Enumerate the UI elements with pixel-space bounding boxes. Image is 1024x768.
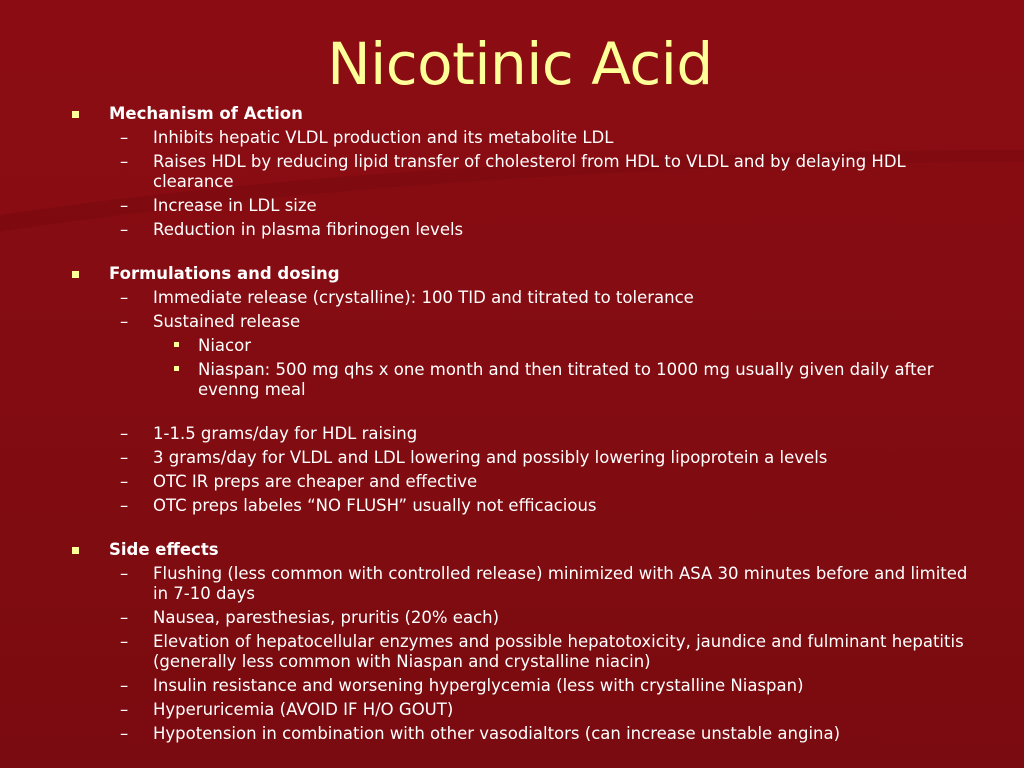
- list-item: – 3 grams/day for VLDL and LDL lowering and possibly lowering lipoprotein a levels: [120, 448, 828, 467]
- spacer: [70, 400, 970, 424]
- dash-bullet: –: [120, 128, 129, 147]
- square-bullet-icon: [174, 342, 179, 347]
- list-item: – Insulin resistance and worsening hyperglycemia (less with crystalline Niaspan): [120, 676, 804, 695]
- slide-body: [70, 104, 970, 744]
- list-item: – Immediate release (crystalline): 100 TID and titrated to tolerance: [120, 288, 694, 307]
- square-bullet-icon: [72, 111, 79, 118]
- list-item: – 1-1.5 grams/day for HDL raising: [120, 424, 418, 443]
- spacer: [70, 516, 970, 540]
- dash-bullet: –: [120, 724, 129, 743]
- list-item: – Elevation of hepatocellular enzymes and possible hepatotoxicity, jaundice and fulminant hepatitis (generally less common with Niaspan and crystalline niacin): [120, 632, 964, 671]
- list-item: – OTC preps labeles “NO FLUSH” usually not efficacious: [120, 496, 597, 515]
- square-bullet-icon: [72, 547, 79, 554]
- list-item: – Raises HDL by reducing lipid transfer of cholesterol from HDL to VLDL and by delaying HDL clearance: [120, 152, 906, 191]
- dash-bullet: –: [120, 632, 129, 651]
- list-item: – Increase in LDL size: [120, 196, 317, 215]
- dash-bullet: –: [120, 448, 129, 467]
- dash-bullet: –: [120, 472, 129, 491]
- dash-bullet: –: [120, 564, 129, 583]
- dash-bullet: –: [120, 288, 129, 307]
- dash-bullet: –: [120, 608, 129, 627]
- dash-bullet: –: [120, 220, 129, 239]
- sub-list-item: Niacor: [70, 336, 970, 356]
- dash-bullet: –: [120, 700, 129, 719]
- sub-list-item: Niaspan: 500 mg qhs x one month and then titrated to 1000 mg usually given daily after evenng meal: [70, 360, 970, 400]
- dash-bullet: –: [120, 424, 129, 443]
- dash-bullet: –: [120, 152, 129, 171]
- section-heading: Mechanism of Action: [70, 104, 970, 124]
- section-heading: Side effects: [70, 540, 970, 560]
- dash-bullet: –: [120, 496, 129, 515]
- list-item: – OTC IR preps are cheaper and effective: [120, 472, 478, 491]
- square-bullet-icon: [174, 366, 179, 371]
- dash-bullet: –: [120, 196, 129, 215]
- list-item: – Reduction in plasma fibrinogen levels: [120, 220, 464, 239]
- list-item: – Nausea, paresthesias, pruritis (20% each): [120, 608, 500, 627]
- square-bullet-icon: [72, 271, 79, 278]
- list-item: – Hyperuricemia (AVOID IF H/O GOUT): [120, 700, 454, 719]
- list-item: – Hypotension in combination with other vasodialtors (can increase unstable angina): [120, 724, 841, 743]
- section-heading: Formulations and dosing: [70, 264, 970, 284]
- dash-bullet: –: [120, 676, 129, 695]
- list-item: – Sustained release: [120, 312, 301, 331]
- list-item: – Flushing (less common with controlled release) minimized with ASA 30 minutes before and limited in 7-10 days: [120, 564, 968, 603]
- dash-bullet: –: [120, 312, 129, 331]
- slide-title: Nicotinic Acid: [327, 30, 713, 98]
- list-item: – Inhibits hepatic VLDL production and its metabolite LDL: [120, 128, 614, 147]
- spacer: [70, 240, 970, 264]
